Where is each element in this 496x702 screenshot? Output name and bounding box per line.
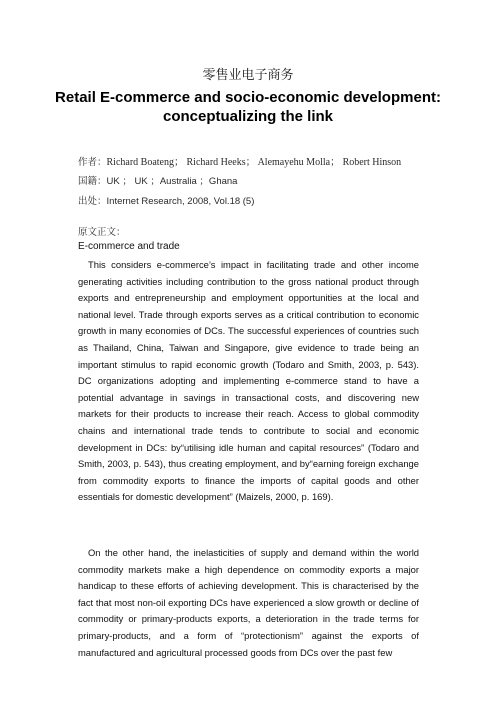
section-label: 原文正文： — [78, 227, 126, 238]
chinese-title: 零售业电子商务 — [202, 68, 294, 83]
body-paragraph: On the other hand, the inelasticities of supply and demand within the world commodity markets make a high dependence on commodity exports a major handicap to these efforts of achieving development. This is characterised by the fact that most non-oil exporting DCs have experienced a slow growth or decline of commodity or primary-products exports, a deterioration in the trade terms for primary-products, and a form of “protectionism” against the exports of manufactured and agricultural processed goods from DCs over the past few — [78, 547, 419, 658]
source-label: 出处： — [78, 196, 107, 207]
authors-label: 作者： — [78, 157, 107, 168]
source-value: Internet Research, 2008, Vol.18 (5) — [106, 196, 255, 207]
source-line — [78, 193, 254, 207]
section-heading: E-commerce and trade — [78, 241, 180, 252]
body-paragraph: This considers e-commerce’s impact in facilitating trade and other income generating activities including contribution to the gross national product through exports and entrepreneurship and employment opportunities at the local and national level. Trade through exports serves as a critical contribution to economic growth in many economies of DCs. The successful experiences of countries such as Thailand, China, Taiwan and Singapore, give evidence to trade being an important stimulus to rapid economic growth (Todaro and Smith, 2003, p. 543). DC organizations adopting and implementing e-commerce stand to have a potential advantage in savings in transactional costs, and discovering new markets for their products to increase their reach. Access to global commodity chains and international trade tends to contribute to social and economic development in DCs: by“utilising idle human and capital resources” (Todaro and Smith, 2003, p. 543), thus creating employment, and by“earning foreign exchange from commodity exports to finance the imports of capital goods and other essentials for domestic development” (Maizels, 2000, p. 169). — [78, 259, 419, 503]
authors-value: Richard Boateng； Richard Heeks； Alemayehu Molla； Robert Hinson — [106, 157, 402, 168]
english-title: Retail E-commerce and socio-economic development: conceptualizing the link — [55, 89, 441, 125]
authors-line — [78, 153, 401, 168]
countries-label: 国籍： — [78, 176, 107, 187]
countries-value: UK ； UK ；Australia ；Ghana — [106, 176, 238, 187]
countries-line — [78, 173, 237, 187]
